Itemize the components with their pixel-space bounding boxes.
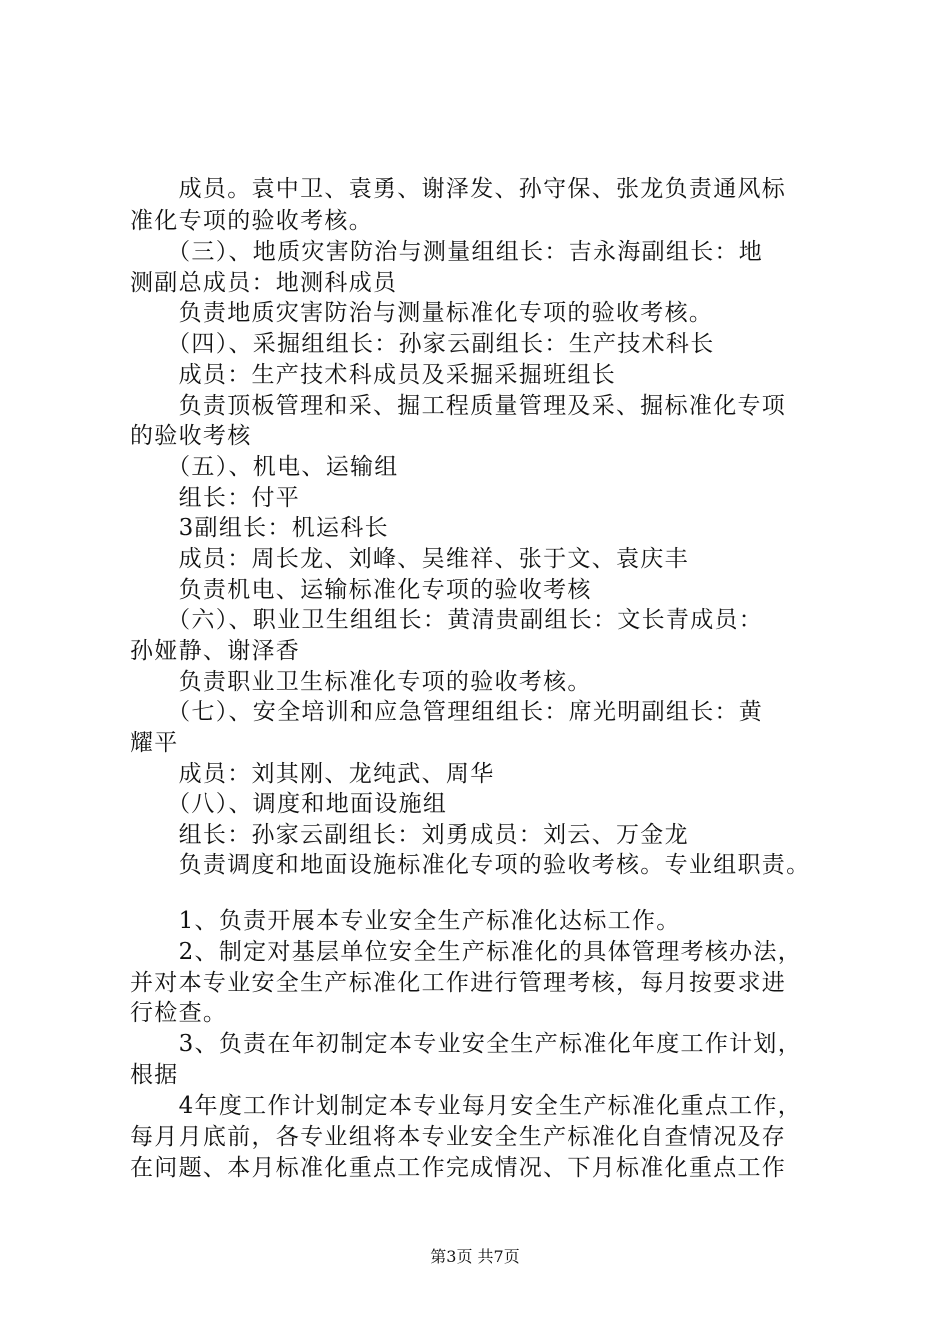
text-line: 准化专项的验收考核。 xyxy=(130,208,373,234)
text-line: 根据 xyxy=(130,1062,179,1088)
text-line: 耀平 xyxy=(130,730,179,756)
text-line: 在问题、本月标准化重点工作完成情况、下月标准化重点工作 xyxy=(130,1155,787,1181)
text-line: 孙娅静、谢泽香 xyxy=(130,638,301,664)
text-line: 组长：孙家云副组长：刘勇成员：刘云、万金龙 xyxy=(130,822,689,848)
text-line: （五）、机电、运输组 xyxy=(130,454,399,480)
text-line: 组长：付平 xyxy=(130,485,301,511)
text-line: 成员：周长龙、刘峰、吴维祥、张于文、袁庆丰 xyxy=(130,546,689,572)
text-line: 负责职业卫生标准化专项的验收考核。 xyxy=(130,669,592,695)
text-line: 测副总成员：地测科成员 xyxy=(130,270,398,296)
text-line: （七）、安全培训和应急管理组组长：席光明副组长：黄 xyxy=(130,699,764,725)
text-line: 行检查。 xyxy=(130,1000,228,1026)
text-line: 1、负责开展本专业安全生产标准化达标工作。 xyxy=(130,908,681,934)
text-line: 成员：刘其刚、龙纯武、周华 xyxy=(130,761,495,787)
text-line: （六）、职业卫生组组长：黄清贵副组长：文长青成员： xyxy=(130,607,764,633)
text-line: （四）、采掘组组长：孙家云副组长：生产技术科长 xyxy=(130,331,715,357)
text-line: 成员。袁中卫、袁勇、谢泽发、孙守保、张龙负责通风标 xyxy=(130,176,787,202)
text-line: 每月月底前，各专业组将本专业安全生产标准化自查情况及存 xyxy=(130,1124,787,1150)
text-line: （八）、调度和地面设施组 xyxy=(130,791,448,817)
text-line: 的验收考核 xyxy=(130,423,252,449)
text-line: 并对本专业安全生产标准化工作进行管理考核，每月按要求进 xyxy=(130,970,787,996)
page-footer: 第3页 共7页 xyxy=(430,1247,520,1266)
text-line: 4年度工作计划制定本专业每月安全生产标准化重点工作， xyxy=(130,1093,803,1119)
text-line: （三）、地质灾害防治与测量组组长：吉永海副组长：地 xyxy=(130,239,764,265)
text-line: 负责地质灾害防治与测量标准化专项的验收考核。 xyxy=(130,300,714,326)
text-line: 2、制定对基层单位安全生产标准化的具体管理考核办法， xyxy=(130,939,803,965)
text-line: 负责顶板管理和采、掘工程质量管理及采、掘标准化专项 xyxy=(130,393,787,419)
text-line: 负责调度和地面设施标准化专项的验收考核。专业组职责。 xyxy=(130,852,811,878)
text-line: 成员：生产技术科成员及采掘采掘班组长 xyxy=(130,362,616,388)
text-line: 3副组长：机运科长 xyxy=(130,515,389,541)
text-line: 3、负责在年初制定本专业安全生产标准化年度工作计划， xyxy=(130,1031,803,1057)
text-line: 负责机电、运输标准化专项的验收考核 xyxy=(130,577,592,603)
